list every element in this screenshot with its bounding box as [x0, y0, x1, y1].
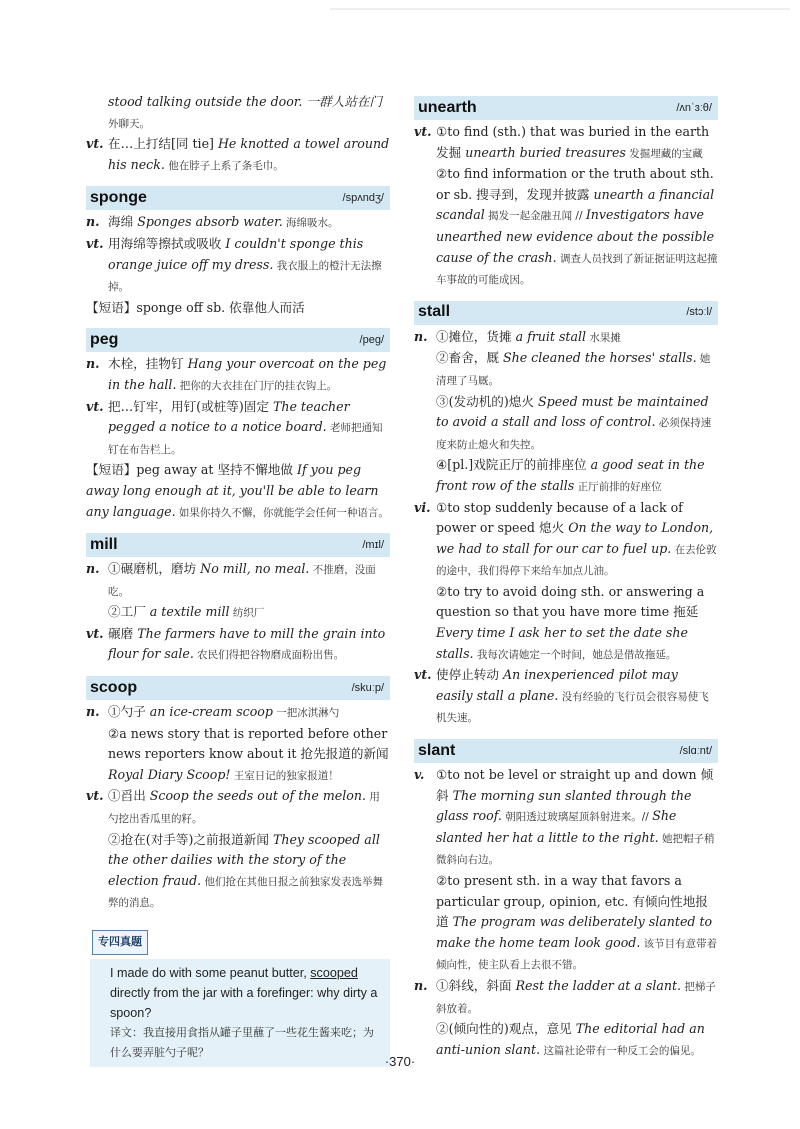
example-cn: 这篇社论带有一种反工会的偏见。 — [540, 1044, 701, 1057]
pos-label: vt. — [86, 625, 104, 641]
phrase-def: peg away at 坚持不懈地做 — [136, 462, 298, 478]
pos-label: n. — [86, 561, 100, 577]
sub-sense — [436, 976, 718, 1019]
example-cn: 揭发一起金融丑闻 // — [484, 210, 586, 223]
example-en: Investigators have unearthed new evidence about the possible cause of the crash. — [436, 207, 715, 265]
definition: ①碾磨机，磨坊 — [108, 561, 201, 577]
headword: scoop — [90, 678, 138, 696]
sense-vt — [86, 134, 390, 176]
example-cn: 调查人员找到了新证据证明这起撞车事故的可能成因。 — [436, 252, 718, 287]
sense-vt — [414, 665, 718, 729]
headword: stall — [418, 303, 451, 321]
entry-mill — [86, 533, 390, 666]
example-cn: 没有经验的飞行员会很容易使飞机失速。 — [436, 690, 709, 725]
sense-n — [414, 327, 718, 498]
sense-vi — [414, 498, 718, 666]
headword: peg — [90, 331, 119, 349]
pos-label: vt. — [86, 398, 104, 414]
sub-sense — [108, 559, 390, 602]
definition: 把…钉牢，用钉(或桩等)固定 — [108, 398, 273, 414]
phonetic: /mɪl/ — [362, 538, 384, 551]
example-cn: 正厅前排的好座位 — [574, 480, 662, 493]
example-en: An inexperienced pilot may easily stall a plane. — [436, 667, 678, 703]
example-en: She cleaned the horses' stalls. — [502, 350, 697, 366]
example-cn: 外聊天。 — [108, 117, 150, 130]
definition: ②to find information or the truth about sth. or sb. 搜寻到，发现并披露 — [436, 166, 714, 202]
example-cn: 老师把通知钉在布告栏上。 — [108, 422, 383, 456]
example-en: Rest the ladder at a slant. — [515, 977, 682, 993]
example-en: The program was deliberately slanted to make the home team look good. — [436, 914, 713, 950]
sense-n — [86, 212, 390, 234]
definition: ③(发动机的)熄火 — [436, 393, 538, 409]
example-cn: 必须保持速度来防止熄火和失控。 — [436, 417, 712, 451]
definition: ②工厂 — [108, 604, 150, 620]
phonetic: /ʌnˈɜːθ/ — [676, 101, 712, 114]
phonetic: /skuːp/ — [351, 681, 384, 694]
entry-stall — [414, 301, 718, 729]
sense-vt — [86, 397, 390, 461]
definition: ②to present sth. in a way that favors a particular group, opinion, etc. 有倾向性地报道 — [436, 873, 708, 930]
example-en: Sponges absorb water. — [137, 214, 283, 230]
sub-sense — [436, 392, 718, 456]
pos-label: vt. — [414, 667, 432, 683]
example-cn: 水果摊 — [586, 331, 621, 344]
example-en: I couldn't sponge this orange juice off my dress. — [108, 235, 364, 272]
sub-sense — [436, 871, 718, 976]
definition: ①to stop suddenly because of a lack of power or speed 熄火 — [436, 499, 683, 536]
pos-label: n. — [86, 704, 100, 720]
pos-label: vt. — [86, 788, 104, 804]
entry-unearth — [414, 96, 718, 291]
example-cn: 农民们得把谷物磨成面粉出售。 — [193, 649, 345, 662]
headword-bar — [86, 533, 390, 557]
sub-sense — [436, 327, 718, 349]
pos-label: vt. — [414, 124, 432, 139]
example-cn: 海绵吸水。 — [282, 217, 339, 230]
definition: ①摊位，货摊 — [436, 328, 516, 344]
definition: ②to try to avoid doing sth. or answering a question so that you have more time 拖延 — [436, 583, 705, 620]
example-cn: 王室日记的独家报道！ — [230, 769, 339, 782]
example-cn: 把你的大衣挂在门厅的挂衣钩上。 — [176, 379, 338, 392]
example-en: a fruit stall — [515, 328, 587, 344]
exam-keyword: scooped — [310, 965, 358, 980]
headword: slant — [418, 741, 456, 759]
example-cn: 我衣服上的橙汁无法擦掉。 — [108, 259, 382, 294]
sense-vt — [414, 122, 718, 291]
sense-n — [414, 976, 718, 1061]
definition: ①to find (sth.) that was buried in the earth 发掘 — [436, 124, 710, 160]
example-cn: 我每次请她定一个时间，她总是借故拖延。 — [473, 648, 677, 661]
example-cn: 在去伦敦的途中，我们得停下来给车加点儿油。 — [436, 543, 717, 578]
sense-vt — [86, 786, 390, 914]
definition: ④[pl.]戏院正厅的前排座位 — [436, 457, 591, 473]
example-cn: 不推磨，没面吃。 — [108, 564, 376, 598]
sub-sense — [436, 348, 718, 391]
example-en: He knotted a towel around his neck. — [108, 136, 390, 172]
example-en: unearth buried treasures — [465, 144, 626, 160]
definition: ①勺子 — [108, 704, 150, 720]
sub-sense — [436, 582, 718, 665]
sub-sense — [108, 724, 390, 787]
exam-sentence-end: directly from the jar with a forefinger: why dirty a spoon? — [110, 985, 378, 1020]
sub-sense — [108, 830, 390, 914]
headword-bar — [86, 676, 390, 700]
example-en: unearth a financial scandal — [436, 186, 715, 223]
definition: 用海绵等擦拭或吸收 — [108, 235, 226, 251]
definition: ②畜舍，厩 — [436, 350, 503, 366]
sense-vt — [86, 624, 390, 666]
page-number: ·370· — [384, 1054, 416, 1069]
sense-v — [414, 765, 718, 976]
pos-label: n. — [414, 328, 428, 344]
example-cn: 他在脖子上系了条毛巾。 — [164, 159, 284, 172]
example-en: Every time I ask her to set the date she stalls. — [436, 625, 688, 661]
sense-n — [86, 559, 390, 624]
phrase-line: 【短语】sponge off sb. 依靠他人而活 — [86, 299, 305, 315]
sub-sense — [436, 498, 718, 582]
headword-bar — [86, 186, 390, 210]
definition: 碾磨 — [108, 625, 138, 641]
example-en: an ice-cream scoop — [149, 704, 273, 720]
continued-example — [86, 92, 390, 134]
phrase-tag: 【短语】 — [86, 462, 137, 478]
exam-tag: 专四真题 — [92, 930, 148, 955]
exam-sentence: I made do with some peanut butter, — [110, 965, 311, 980]
pos-label: vt. — [86, 136, 104, 152]
definition: 使停止转动 — [436, 667, 503, 683]
phonetic: /spʌndʒ/ — [342, 192, 384, 205]
pos-label: v. — [414, 767, 425, 783]
sub-sense — [108, 602, 390, 624]
sense-vt — [86, 234, 390, 298]
sub-sense — [436, 765, 718, 871]
example-en: The morning sun slanted through the glass roof. — [436, 787, 692, 824]
example-en: a good seat in the front row of the stalls — [436, 457, 705, 493]
exam-translation: 译文：我直接用食指从罐子里蘸了一些花生酱来吃；为什么要弄脏勺子呢？ — [110, 1025, 374, 1059]
definition: 在…上打结[同 tie] — [108, 136, 218, 152]
example-en: They scooped all the other dailies with the story of the election fraud. — [108, 831, 380, 888]
sense-n — [86, 354, 390, 396]
left-column — [86, 92, 390, 1067]
headword: sponge — [90, 189, 147, 207]
phonetic: /peg/ — [359, 334, 384, 347]
definition: ②(倾向性的)观点，意见 — [436, 1021, 576, 1037]
pos-label: n. — [414, 977, 428, 993]
entry-peg — [86, 328, 390, 523]
headword-bar — [414, 301, 718, 325]
example-en: Hang your overcoat on the peg in the hall. — [108, 356, 387, 392]
example-en: Royal Diary Scoop! — [108, 766, 231, 782]
definition: ①舀出 — [108, 788, 150, 804]
entry-scoop — [86, 676, 390, 914]
pos-label: n. — [86, 214, 100, 230]
phonetic: /stɔːl/ — [686, 306, 712, 319]
headword: unearth — [418, 98, 477, 116]
scan-edge-line — [330, 8, 790, 10]
sense-n — [86, 702, 390, 786]
definition: 海绵 — [108, 214, 138, 230]
pos-label: vi. — [414, 499, 431, 515]
example-en: The editorial had an anti-union slant. — [436, 1021, 705, 1057]
example-en: Scoop the seeds out of the melon. — [149, 788, 366, 804]
example-cn: 他们抢在其他日报之前独家发表选举舞弊的消息。 — [108, 875, 383, 910]
sub-sense — [436, 164, 718, 291]
example-cn: 发掘埋藏的宝藏 — [625, 147, 703, 160]
example-cn: 一把冰淇淋勺 — [272, 707, 340, 720]
headword-bar — [86, 328, 390, 352]
definition: ①to not be level or straight up and down 倾斜 — [436, 767, 714, 803]
example-cn: 纺织厂 — [229, 607, 265, 620]
example-en: a textile mill — [149, 604, 230, 620]
example-cn: 该节目有意带着倾向性，使主队看上去很不错。 — [436, 937, 718, 972]
definition: 木栓，挂物钉 — [108, 356, 188, 372]
definition: ②抢在(对手等)之前报道新闻 — [108, 831, 273, 847]
example-cn: 她清理了马厩。 — [436, 353, 711, 387]
example-cn: 用勺挖出香瓜里的籽。 — [108, 791, 380, 826]
example-en: The farmers have to mill the grain into flour for sale. — [108, 625, 386, 662]
example-en: If you peg away long enough at it, you'll be able to learn any language. — [86, 462, 379, 519]
example-en: stood talking outside the door. 一群人站在门 — [108, 94, 383, 109]
sub-sense — [436, 122, 718, 164]
phonetic: /slɑːnt/ — [679, 744, 712, 757]
definition: ①斜线，斜面 — [436, 977, 516, 993]
example-cn: 把梯子斜放着。 — [436, 980, 716, 1015]
pos-label: n. — [86, 356, 100, 372]
example-en: She slanted her hat a little to the right. — [436, 808, 677, 845]
entry-slant — [414, 739, 718, 1061]
example-cn: 朝阳透过玻璃屋顶斜射进来。// — [501, 811, 653, 824]
entry-sponge — [86, 186, 390, 318]
example-cn: 她把帽子稍微斜向右边。 — [436, 832, 715, 867]
definition: ②a news story that is reported before other news reporters know about it 抢先报道的新闻 — [108, 725, 389, 762]
right-column — [414, 96, 718, 1071]
phrase-line — [86, 460, 390, 523]
headword-bar — [414, 739, 718, 763]
headword: mill — [90, 535, 118, 553]
sub-sense — [108, 786, 390, 829]
sub-sense — [436, 455, 718, 497]
example-en: Speed must be maintained to avoid a stall and loss of control. — [436, 393, 709, 430]
exam-box — [90, 959, 390, 1067]
exam-section — [86, 924, 390, 1067]
entry-continuation — [86, 92, 390, 176]
pos-label: vt. — [86, 235, 104, 251]
example-cn: 如果你持久不懈，你就能学会任何一种语言。 — [175, 506, 389, 519]
sub-sense — [108, 702, 390, 724]
example-en: No mill, no meal. — [200, 561, 310, 577]
headword-bar — [414, 96, 718, 120]
example-en: The teacher pegged a notice to a notice board. — [108, 398, 350, 435]
example-en: On the way to London, we had to stall for our car to fuel up. — [436, 520, 714, 556]
